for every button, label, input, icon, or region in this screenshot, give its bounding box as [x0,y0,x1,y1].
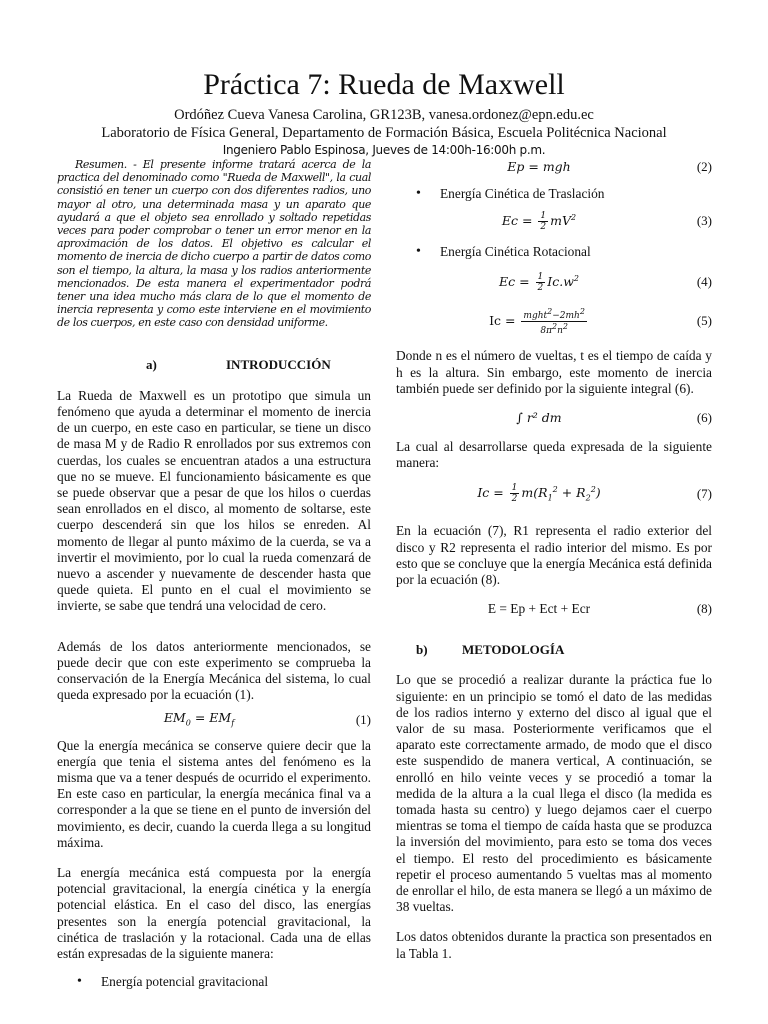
section-heading-introduccion: a) INTRODUCCIÓN [146,356,331,372]
left-column [57,158,371,990]
section-heading-metodologia: b) METODOLOGÍA [416,642,565,658]
energy-bullet-rotacional [396,244,712,260]
affiliation-line: Laboratorio de Física General, Departamento de Formación Básica, Escuela Politécnica Nacional [101,125,667,141]
equation-8: E = Ep + Ect + Ecr (8) [487,601,712,617]
right-column [396,154,712,962]
intro-paragraph-2: Además de los datos anteriormente mencionados, se puede decir que con este experimento se comprueba la conservación de la Energía Mecánica del sistema, lo cual queda expresado por la ecuación (1). [57,638,371,703]
equation-2: Ep = mgh (2) [507,158,712,174]
intro-paragraph-3: Que la energía mecánica se conserve quiere decir que la energía que tenia el sistema antes del fenómeno es la misma que va a tener después de ocurrido el experimento. En este caso en particular, la energía mecánica final va a corresponder a la que se tiene en el punto de inversión del movimiento, es decir, cuando la cuerda llega a su longitud máxima. [57,737,371,850]
instructor-line: Ingeniero Pablo Espinosa, Jueves de 14:00h-16:00h p.m. [222,143,546,157]
equation-6: ∫ r² dm (6) [516,409,712,425]
equation-1: $EM_0 = EM_f$ (1) [163,709,371,728]
paper-title: Práctica 7: Rueda de Maxwell [203,68,565,101]
paper-header [0,68,768,158]
intro-paragraph-4: La energía mecánica está compuesta por la energía potencial gravitacional, la energía cinética y la energía potencial elástica. En el caso del disco, las energías presentes son la energía potencial gravitacional, la cinética de traslación y la rotacional. Cada una de ellas están expresadas de la siguiente manera: [57,864,371,961]
right-paragraph-2: La cual al desarrollarse queda expresada de la siguiente manera: [396,439,712,471]
bullet-energia-potencial: • Energía potencial gravitacional [57,974,371,990]
method-paragraph-2: Los datos obtenidos durante la practica son presentados en la Tabla 1. [396,929,712,961]
equation-5: Ic = $\frac{mght^2-2mh^2}{8\pi^2n^2}$ (5) [489,306,712,336]
energy-bullet-list-left [57,974,371,990]
abstract: Resumen. - El presente informe tratará acerca de la practica del denominado como "Rueda de Maxwell", la cual consistió en tener un cuerpo con dos diferentes radios, uno mayor al otro, una determinada masa y un aparato que ayudará a que el objeto sea enrollado y soltado repetidas veces para poder comprobar o tener un error menor en la aproximación de los datos. El objetivo es calcular el momento de inercia de dicho cuerpo a partir de datos como son el tiempo, la altura, la masa y los radios anteriormente mencionados. De esta manera el experimentador podrá tener una idea mucho más clara de lo que el momento de inercia representa y como este interviene en el movimiento de los cuerpos, en este caso con densidad uniforme. [57,158,371,330]
equation-7: Ic = $\frac{1}{2}$ $m(R_1^2 + R_2^2)$ (7) [477,483,712,505]
intro-paragraph-1: La Rueda de Maxwell es un prototipo que simula un fenómeno que ayuda a determinar el momento de inercia de un cuerpo, en este caso en particular, se tiene un disco de masa M y de Radio R enrollados por sus extremos con cuerdas, los cuales se encuentran atados a una estructura que no se mueve. El funcionamiento básicamente es que se puede observar que a pesar de que los hilos o cuerdas sean enrollados en el disco, al momento de soltarse, este cuerpo descenderá sin que los hilos se enreden. Al momento de llegar al punto máximo de la cuerda, se va a invertir el movimiento, por lo cual la rueda comenzará de nuevo a ascender y nuevamente de descender hasta que quede quieta. El punto en el cual el movimiento se invierte, se sabe que tendrá una velocidad de cero. [57,387,371,614]
bullet-energia-rotacional: • Energía Cinética Rotacional [396,244,712,260]
equation-4: Ec = $\frac{1}{2}$ $Ic.w^2$ (4) [499,272,712,294]
authors-line: Ordóñez Cueva Vanesa Carolina, GR123B, vanesa.ordonez@epn.edu.ec [174,107,594,123]
method-paragraph: Lo que se procedió a realizar durante la práctica fue lo siguiente: en un principio se tomó el dato de las medidas de los radios interno y externo del disco al igual que el valor de su masa. Posteriormente verificamos que el aparato este correctamente armado, de modo que el disco este suspendido de manera vertical, A continuación, se enrolló en hilo veinte veces y se procedió a tomar la medida de la altura a la cual llega el disco (la medida es tomada hasta su centro) y luego dejamos caer el cuerpo mientras se toma el tiempo de caída hasta que se produzca la inversión del movimiento, para esto se toma dos veces el tiempo. El resto del procedimiento es básicamente repetir el proceso aumentando 5 vueltas mas al momento de enrollar el hilo, de esta manera se llegó a un máximo de 38 vueltas. [396,672,712,915]
energy-bullet-traslacion [396,186,712,202]
bullet-energia-traslacion: • Energía Cinética de Traslación [396,186,712,202]
right-paragraph-1: Donde n es el número de vueltas, t es el tiempo de caída y h es la altura. Sin embargo, este momento de inercia también puede ser definido por la siguiente integral (6). [396,348,712,396]
equation-3: Ec = $\frac{1}{2}$ $mV^2$ (3) [501,211,712,233]
right-paragraph-3: En la ecuación (7), R1 representa el radio exterior del disco y R2 representa el radio interior del mismo. Es por esto que se concluye que la energía Mecánica está definida por la ecuación (8). [396,523,712,588]
